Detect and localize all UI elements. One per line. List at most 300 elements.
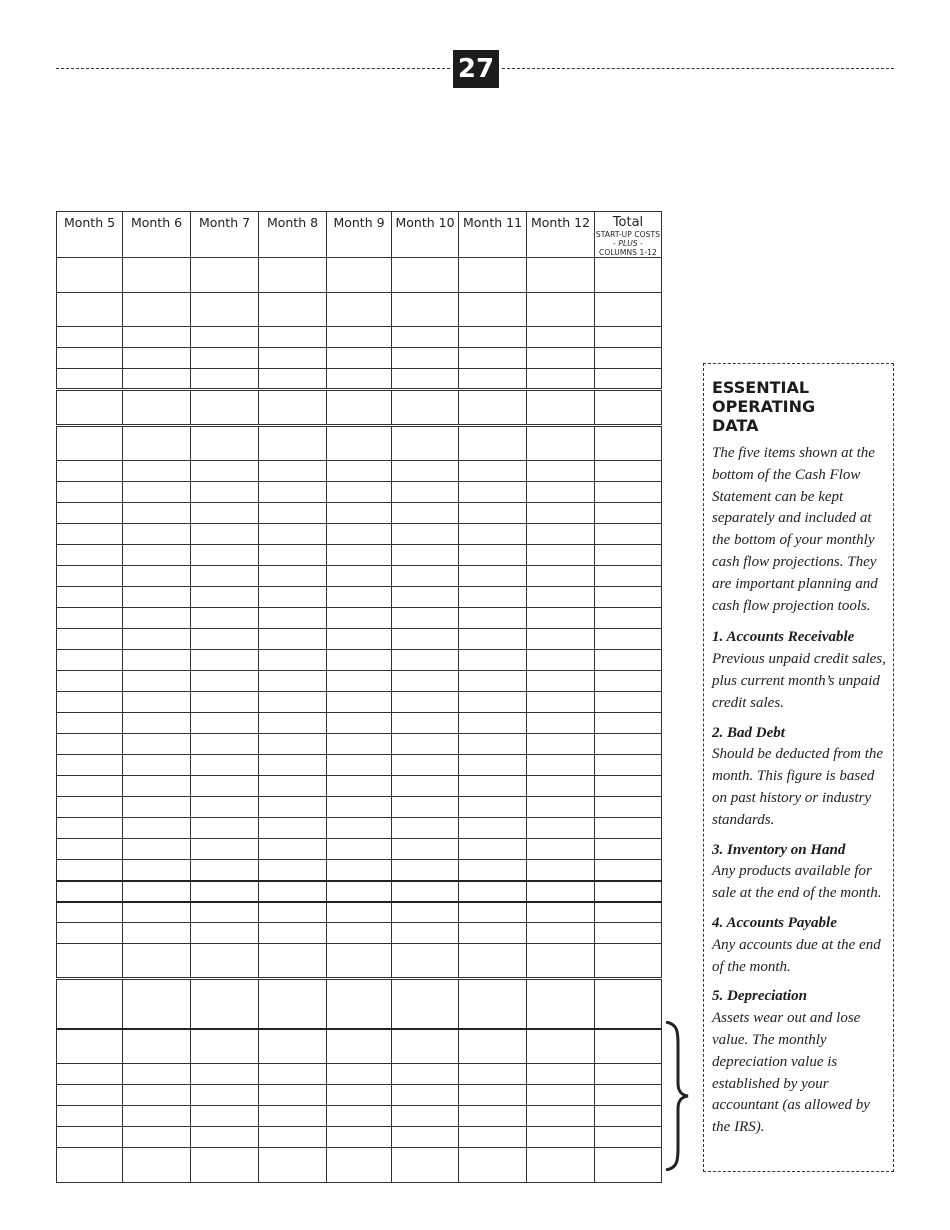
header-rule-right [502,68,894,69]
table-cell [191,348,259,369]
table-cell [459,524,527,545]
table-cell [527,776,595,797]
table-cell [57,650,123,671]
table-cell [595,1029,662,1064]
column-header: Month 10 [392,212,459,258]
table-cell [123,566,191,587]
table-row [57,902,662,923]
table-cell [123,545,191,566]
table-cell [459,797,527,818]
table-cell [259,524,327,545]
table-cell [459,545,527,566]
table-cell [191,860,259,881]
table-row [57,1106,662,1127]
table-cell [57,608,123,629]
table-cell [259,348,327,369]
table-cell [527,881,595,902]
table-cell [392,503,459,524]
table-cell [459,482,527,503]
table-cell [459,818,527,839]
table-cell [191,713,259,734]
table-cell [191,461,259,482]
table-cell [123,1064,191,1085]
table-cell [57,327,123,348]
table-cell [527,797,595,818]
table-cell [327,426,392,461]
table-row [57,327,662,348]
table-cell [259,776,327,797]
sidebar-title-line: OPERATING [712,397,816,416]
table-cell [57,944,123,979]
table-cell [191,734,259,755]
table-cell [459,390,527,426]
table-row [57,1064,662,1085]
table-cell [527,545,595,566]
table-cell [595,608,662,629]
table-cell [392,461,459,482]
table-cell [57,797,123,818]
table-cell [595,734,662,755]
table-cell [527,426,595,461]
sidebar-intro: The five items shown at the bottom of the Cash Flow Statement can be kept separately and included at the bottom of your monthly cash flow projections. They are important planning and cash flow projection tools. [712,445,878,614]
table-cell [57,587,123,608]
table-cell [327,818,392,839]
table-cell [191,503,259,524]
table-cell [595,776,662,797]
sidebar-title-line: ESSENTIAL [712,378,810,397]
table-cell [459,293,527,327]
table-cell [57,1029,123,1064]
item-inventory-on-hand [712,840,887,905]
table-cell [327,503,392,524]
table-cell [595,482,662,503]
table-cell [392,902,459,923]
item-body: Previous unpaid credit sales, plus current month’s unpaid credit sales. [712,651,886,711]
table-cell [191,327,259,348]
table-cell [123,503,191,524]
table-cell [527,503,595,524]
table-cell [57,755,123,776]
table-cell [527,734,595,755]
table-cell [191,979,259,1029]
table-cell [327,776,392,797]
table-cell [123,755,191,776]
table-row [57,1148,662,1183]
table-cell [191,776,259,797]
table-cell [595,258,662,293]
table-cell [392,839,459,860]
table-cell [459,881,527,902]
table-cell [459,1029,527,1064]
table-cell [123,461,191,482]
table-cell [527,1106,595,1127]
table-cell [392,293,459,327]
table-row [57,348,662,369]
table-row [57,944,662,979]
item-body: Assets wear out and lose value. The monthly depreciation value is established by your accountant (as allowed by the IRS). [712,1010,870,1136]
table-cell [392,860,459,881]
table-cell [327,369,392,390]
table-cell [595,461,662,482]
table-cell [57,426,123,461]
table-cell [392,797,459,818]
table-cell [459,258,527,293]
table-cell [57,979,123,1029]
table-cell [392,1148,459,1183]
table-cell [259,545,327,566]
table-cell [392,482,459,503]
table-cell [259,426,327,461]
table-cell [327,1106,392,1127]
table-cell [57,734,123,755]
table-cell [191,482,259,503]
table-cell [527,608,595,629]
table-cell [191,1106,259,1127]
table-cell [595,902,662,923]
table-cell [259,1085,327,1106]
table-cell [259,671,327,692]
table-row [57,881,662,902]
table-cell [123,1085,191,1106]
table-cell [527,692,595,713]
table-cell [595,713,662,734]
table-cell [459,671,527,692]
table-cell [191,608,259,629]
table-header-row [57,212,662,258]
table-cell [595,503,662,524]
table-row [57,587,662,608]
table-cell [459,713,527,734]
table-cell [123,979,191,1029]
table-cell [123,1148,191,1183]
table-cell [527,327,595,348]
table-row [57,671,662,692]
table-cell [191,1148,259,1183]
table-cell [191,923,259,944]
table-row [57,258,662,293]
table-cell [123,1127,191,1148]
table-cell [259,258,327,293]
table-cell [459,369,527,390]
item-body: Any products available for sale at the end of the month. [712,863,882,902]
table-cell [327,923,392,944]
table-cell [259,1064,327,1085]
table-cell [57,671,123,692]
table-cell [459,1106,527,1127]
table-cell [123,713,191,734]
table-cell [392,881,459,902]
column-header: Month 6 [123,212,191,258]
table-cell [392,755,459,776]
table-cell [527,369,595,390]
table-cell [191,839,259,860]
table-cell [259,482,327,503]
table-row [57,755,662,776]
table-cell [327,293,392,327]
table-cell [527,671,595,692]
item-body: Should be deducted from the month. This figure is based on past history or industry standards. [712,746,884,828]
table-cell [459,461,527,482]
table-cell [392,692,459,713]
table-cell [392,818,459,839]
table-cell [392,524,459,545]
table-cell [123,671,191,692]
table-cell [191,426,259,461]
table-row [57,713,662,734]
table-cell [191,692,259,713]
table-cell [459,1064,527,1085]
table-row [57,979,662,1029]
column-header: Month 11 [459,212,527,258]
table-cell [259,293,327,327]
table-cell [191,629,259,650]
table-cell [259,797,327,818]
table-cell [191,671,259,692]
table-cell [327,650,392,671]
table-cell [259,608,327,629]
table-cell [191,258,259,293]
total-sub-plus: - PLUS - [613,239,643,248]
table-cell [327,545,392,566]
table-cell [327,629,392,650]
table-cell [327,692,392,713]
table-cell [459,503,527,524]
table-cell [191,1029,259,1064]
table-cell [57,566,123,587]
table-cell [595,1127,662,1148]
table-cell [595,839,662,860]
table-cell [259,461,327,482]
table-cell [57,482,123,503]
table-cell [57,881,123,902]
item-heading: 5. Depreciation [712,988,807,1005]
table-cell [392,650,459,671]
table-cell [327,1029,392,1064]
table-cell [595,923,662,944]
table-cell [392,776,459,797]
table-cell [595,881,662,902]
table-cell [57,390,123,426]
table-cell [595,524,662,545]
item-accounts-payable [712,913,887,978]
table-cell [191,587,259,608]
table-cell [123,390,191,426]
table-cell [123,734,191,755]
table-cell [123,426,191,461]
table-cell [191,566,259,587]
table-row [57,608,662,629]
table-cell [595,818,662,839]
table-cell [392,1029,459,1064]
table-cell [57,713,123,734]
table-cell [123,327,191,348]
table-cell [259,692,327,713]
table-cell [123,944,191,979]
table-cell [327,1127,392,1148]
table-cell [392,734,459,755]
table-cell [57,818,123,839]
table-cell [327,587,392,608]
table-cell [527,566,595,587]
table-cell [259,860,327,881]
table-cell [259,650,327,671]
table-cell [327,258,392,293]
table-row [57,923,662,944]
table-cell [191,1064,259,1085]
table-cell [191,944,259,979]
table-cell [57,692,123,713]
table-cell [327,390,392,426]
table-row [57,650,662,671]
table-cell [123,482,191,503]
table-cell [327,797,392,818]
table-cell [595,327,662,348]
table-cell [191,1085,259,1106]
table-cell [527,1064,595,1085]
table-row [57,566,662,587]
table-cell [123,818,191,839]
table-cell [191,545,259,566]
page-number: 27 [453,50,499,88]
table-cell [57,369,123,390]
table-cell [392,944,459,979]
table-row [57,1127,662,1148]
table-cell [57,545,123,566]
table-cell [392,348,459,369]
table-cell [191,755,259,776]
item-heading: 3. Inventory on Hand [712,841,846,858]
table-cell [327,1085,392,1106]
column-header: Month 9 [327,212,392,258]
table-cell [527,818,595,839]
table-cell [527,923,595,944]
item-body: Any accounts due at the end of the month. [712,936,881,975]
table-cell [595,369,662,390]
table-cell [259,1148,327,1183]
table-cell [595,545,662,566]
table-cell [459,902,527,923]
table-row [57,503,662,524]
table-cell [392,545,459,566]
table-cell [459,755,527,776]
table-row [57,545,662,566]
table-cell [527,1127,595,1148]
item-heading: 4. Accounts Payable [712,914,837,931]
table-cell [527,390,595,426]
table-row [57,818,662,839]
table-cell [327,482,392,503]
table-cell [595,293,662,327]
table-cell [327,461,392,482]
table-cell [57,860,123,881]
table-cell [57,839,123,860]
table-cell [527,587,595,608]
column-header: Month 8 [259,212,327,258]
table-cell [57,1085,123,1106]
table-cell [459,566,527,587]
table-cell [259,587,327,608]
table-cell [595,1148,662,1183]
table-cell [57,503,123,524]
table-cell [191,390,259,426]
table-cell [191,797,259,818]
table-cell [259,1106,327,1127]
table-cell [123,776,191,797]
header-rule-left [56,68,450,69]
table-cell [327,902,392,923]
table-cell [57,1064,123,1085]
table-cell [595,1064,662,1085]
table-cell [459,327,527,348]
table-cell [595,1085,662,1106]
total-label: Total [612,215,644,230]
table-cell [527,1085,595,1106]
table-cell [459,1148,527,1183]
table-cell [527,293,595,327]
table-cell [327,860,392,881]
table-cell [259,923,327,944]
table-cell [327,524,392,545]
table-cell [259,818,327,839]
table-cell [595,629,662,650]
table-cell [527,839,595,860]
table-cell [123,881,191,902]
table-cell [57,348,123,369]
table-cell [123,629,191,650]
table-cell [392,1064,459,1085]
table-cell [459,944,527,979]
table-row [57,692,662,713]
cash-flow-table [56,211,662,1183]
table-cell [327,881,392,902]
table-cell [123,1029,191,1064]
table-row [57,390,662,426]
table-cell [459,839,527,860]
table-cell [123,692,191,713]
table-cell [392,587,459,608]
table-cell [123,258,191,293]
table-cell [595,979,662,1029]
table-cell [459,734,527,755]
table-cell [392,1127,459,1148]
item-bad-debt [712,723,887,832]
table-cell [327,944,392,979]
column-header: Month 12 [527,212,595,258]
table-row [57,1085,662,1106]
item-accounts-receivable [712,627,887,714]
table-cell [259,713,327,734]
table-cell [527,755,595,776]
table-cell [459,426,527,461]
table-cell [595,671,662,692]
table-cell [259,839,327,860]
table-cell [392,979,459,1029]
table-cell [595,650,662,671]
table-cell [123,369,191,390]
table-cell [191,524,259,545]
table-cell [259,881,327,902]
essential-operating-data-box [703,363,894,1172]
table-cell [191,881,259,902]
total-sub-startup: START-UP COSTS [595,230,661,239]
table-cell [459,650,527,671]
table-cell [392,390,459,426]
table-cell [259,369,327,390]
table-cell [327,839,392,860]
table-cell [327,566,392,587]
table-cell [527,482,595,503]
table-cell [392,629,459,650]
